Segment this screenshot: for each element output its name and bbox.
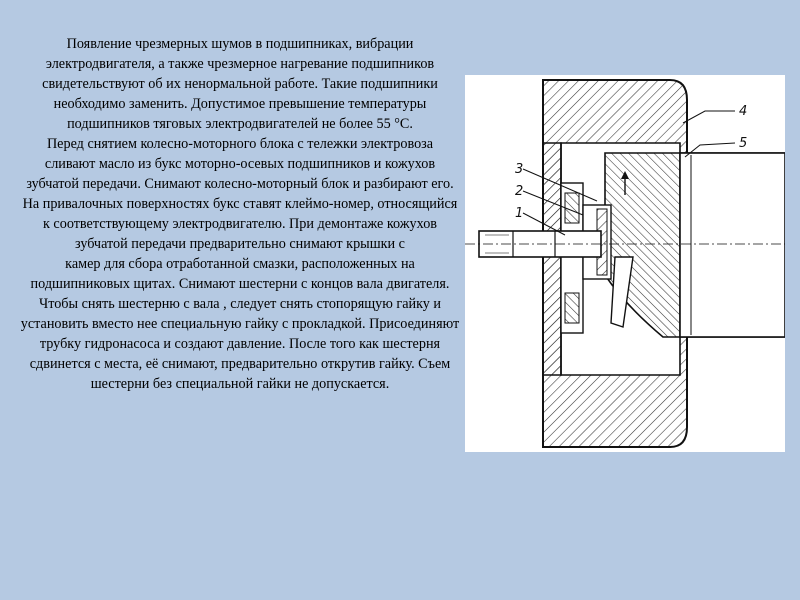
label-1: 1 bbox=[515, 206, 524, 221]
shaft bbox=[680, 153, 785, 337]
special-nut bbox=[543, 143, 561, 375]
gear-puller-drawing bbox=[465, 75, 785, 452]
slide-body-text bbox=[20, 34, 460, 394]
paragraph-gear-removal: камер для сбора отработанной смазки, расположенных на подшипниковых щитах. Снимают шестерни с концов вала двигателя. Чтобы снять шестерню с вала , следует снять стопорящую гайку и установить вместо нее специальную гайку с прокладкой. Присоединяют трубку гидронасоса и создают давление. После того как шестерня сдвинется с места, её снимают, предварительно открутив гайку. Съем шестерни без специальной гайки не допускается. bbox=[20, 256, 460, 392]
label-4: 4 bbox=[739, 104, 748, 119]
label-5: 5 bbox=[739, 136, 748, 151]
label-3: 3 bbox=[515, 162, 524, 177]
label-2: 2 bbox=[515, 184, 524, 199]
paragraph-bearing-faults: Появление чрезмерных шумов в подшипниках, вибрации электродвигателя, а также чрезмерное нагревание подшипников свидетельствуют об их ненормальной работе. Такие подшипники необходимо заменить. Допустимое превышение температуры подшипников тяговых электродвигателей не более 55 °С. bbox=[42, 36, 438, 132]
paragraph-removal-procedure: Перед снятием колесно-моторного блока с тележки электровоза сливают масло из букс моторно-осевых подшипников и кожухов зубчатой передачи. Снимают колесно-моторный блок и разбирают его. На привалочных поверхностях букс ставят клеймо-номер, относящийся к соответствующему электродвигателю. При демонтаже кожухов зубчатой передачи предварительно снимают крышки с bbox=[22, 136, 458, 252]
gear-puller-svg bbox=[465, 75, 785, 452]
